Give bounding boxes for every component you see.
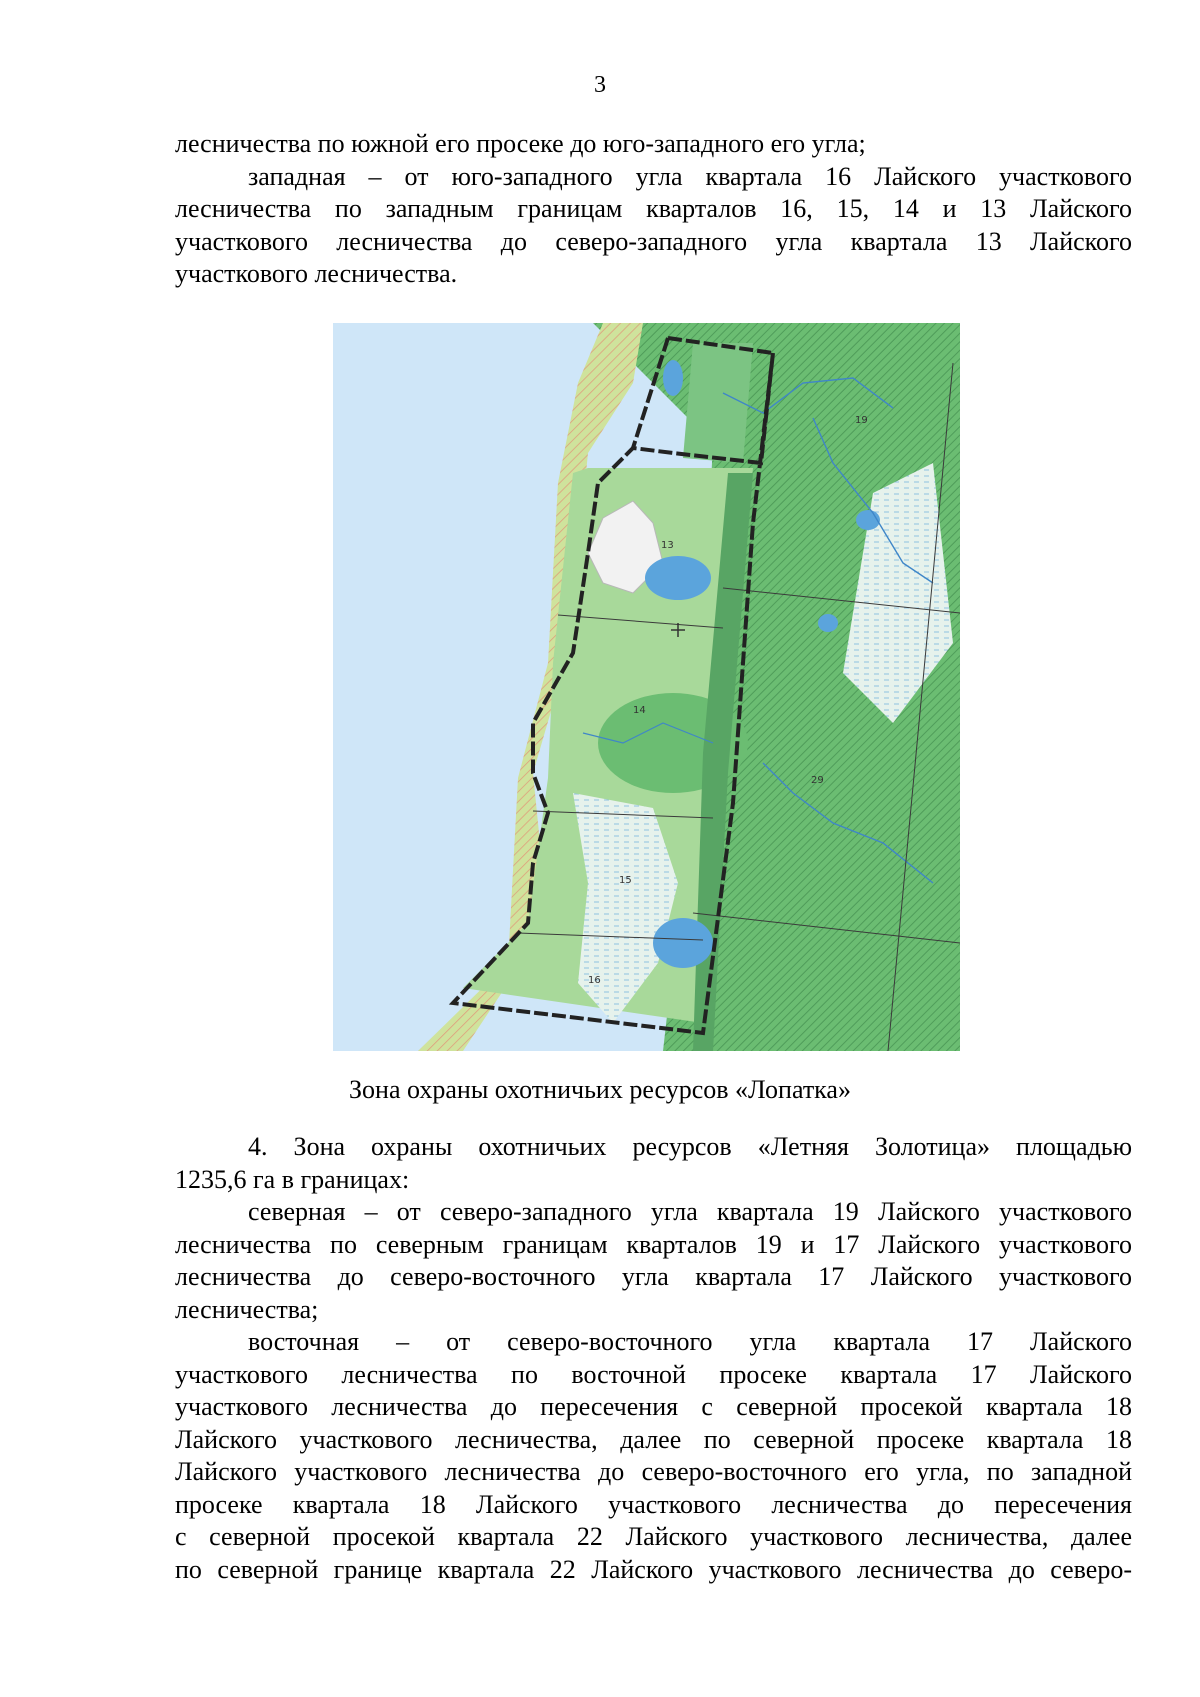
text-line: просеке квартала 18 Лайского участкового лесничества до пересечения (175, 1489, 1132, 1519)
text-line: участкового лесничества по восточной просеке квартала 17 Лайского (175, 1359, 1132, 1389)
map-label-16: 16 (588, 975, 601, 986)
text-line: лесничества по северным границам кварталов 19 и 17 Лайского участкового (175, 1229, 1132, 1259)
text-line: лесничества по южной его просеке до юго-западного его угла; (175, 129, 866, 158)
text-line: Лайского участкового лесничества, далее по северной просеке квартала 18 (175, 1424, 1132, 1454)
text-line: лесничества; (175, 1294, 319, 1324)
text-line: Лайского участкового лесничества до северо-восточного его угла, по западной (175, 1457, 1132, 1486)
map-caption: Зона охраны охотничьих ресурсов «Лопатка» (349, 1075, 851, 1104)
text-line: по северной границе квартала 22 Лайского участкового лесничества до северо- (175, 1554, 1132, 1584)
text-line: северная – от северо-западного угла квартала 19 Лайского участкового (248, 1197, 1132, 1226)
map-label-29: 29 (811, 775, 824, 786)
map-label-15: 15 (619, 875, 632, 886)
map-label-14: 14 (633, 705, 646, 716)
text-line: участкового лесничества до пересечения с северной просекой квартала 18 (175, 1392, 1132, 1421)
zone-map (333, 323, 960, 1051)
text-line: 4. Зона охраны охотничьих ресурсов «Летняя Золотица» площадью (248, 1132, 1132, 1161)
map-label-13: 13 (661, 540, 674, 551)
text-line: с северной просекой квартала 22 Лайского участкового лесничества, далее (175, 1522, 1132, 1551)
map-label-19: 19 (855, 415, 868, 426)
text-line: западная – от юго-западного угла квартала 16 Лайского участкового (248, 161, 1132, 191)
text-line: участкового лесничества до северо-западного угла квартала 13 Лайского (175, 226, 1132, 256)
text-line: лесничества до северо-восточного угла квартала 17 Лайского участкового (175, 1262, 1132, 1291)
text-line: 1235,6 га в границах: (175, 1164, 410, 1194)
page-number: 3 (594, 72, 606, 98)
text-line: участкового лесничества. (175, 259, 458, 288)
top-text-block (175, 128, 1132, 291)
text-line: восточная – от северо-восточного угла квартала 17 Лайского (248, 1327, 1132, 1356)
text-line: лесничества по западным границам кварталов 16, 15, 14 и 13 Лайского (175, 194, 1132, 223)
section-4-block (175, 1131, 1132, 1586)
